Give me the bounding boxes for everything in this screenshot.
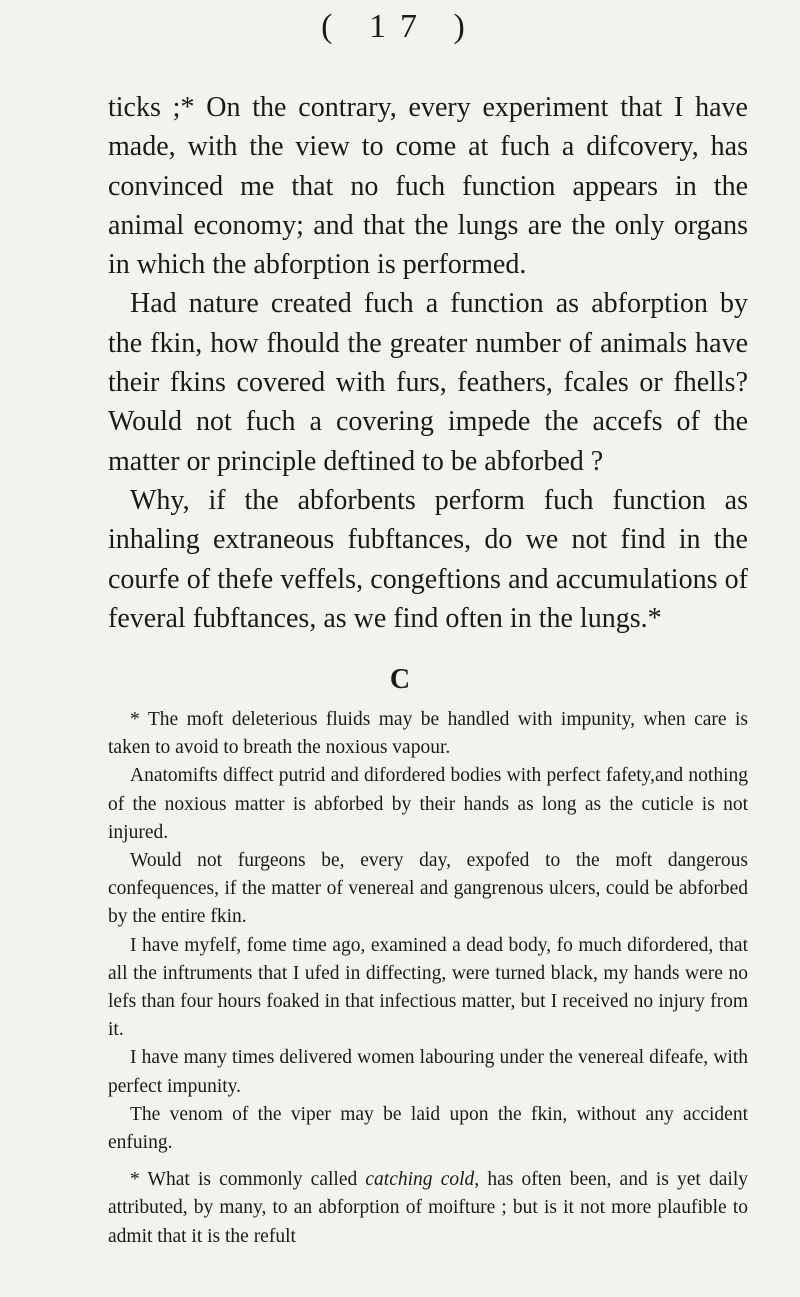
main-text [108, 88, 748, 638]
footnote-1-line-5: I have many times delivered women labouring under the venereal difeafe, with perfect impunity. [108, 1047, 748, 1097]
footnote-2-italic: catching cold [365, 1169, 475, 1191]
footnote-1-line-3: Would not furgeons be, every day, expofed to the moft dangerous confequences, if the matter of venereal and gangrenous ulcers, could be abforbed by the entire fkin. [108, 850, 748, 928]
footnote-2-before: * What is commonly called [130, 1169, 366, 1191]
footnote-1-line-2: Anatomifts diffect putrid and difordered bodies with perfect fafety,and nothing of the noxious matter is abforbed by their hands as long as the cuticle is not injured. [108, 765, 748, 843]
footnote-1-line-1: * The moft deleterious fluids may be handled with impunity, when care is taken to avoid to breath the noxious vapour. [108, 709, 748, 759]
footnotes [108, 706, 748, 1251]
page-number: ( 17 ) [321, 8, 479, 45]
paragraph-3: Why, if the abforbents perform fuch function as inhaling extraneous fubftances, do we not find in the courfe of thefe veffels, congeftions and accumulations of feveral fubftances, as we find often in the lungs.* [108, 484, 748, 634]
footnote-1-line-6: The venom of the viper may be laid upon the fkin, without any accident enfuing. [108, 1103, 748, 1154]
paragraph-2: Had nature created fuch a function as abforption by the fkin, how fhould the greater number of animals have their fkins covered with furs, feathers, fcales or fhells? Would not fuch a covering impede the accefs of the matter or principle deftined to be abforbed ? [108, 288, 748, 477]
footnote-2 [108, 1166, 748, 1251]
paragraph-1: ticks ;* On the contrary, every experiment that I have made, with the view to come at fuch a difcovery, has convinced me that no fuch function appears in the animal economy; and that the lungs are the only organs in which the abforption is performed. [108, 92, 748, 281]
footnote-2-after: , has often been, and is yet daily attributed, by many, to an abforption of moifture ; but is it not more plaufible to admit that it is the refult [108, 1169, 748, 1247]
footnote-1-line-4: I have myfelf, fome time ago, examined a dead body, fo much difordered, that all the inftruments that I ufed in diffecting, were turned black, my hands were no lefs than four hours foaked in that infectious matter, but I received no injury from it. [108, 934, 748, 1041]
signature-mark: C [389, 664, 411, 695]
